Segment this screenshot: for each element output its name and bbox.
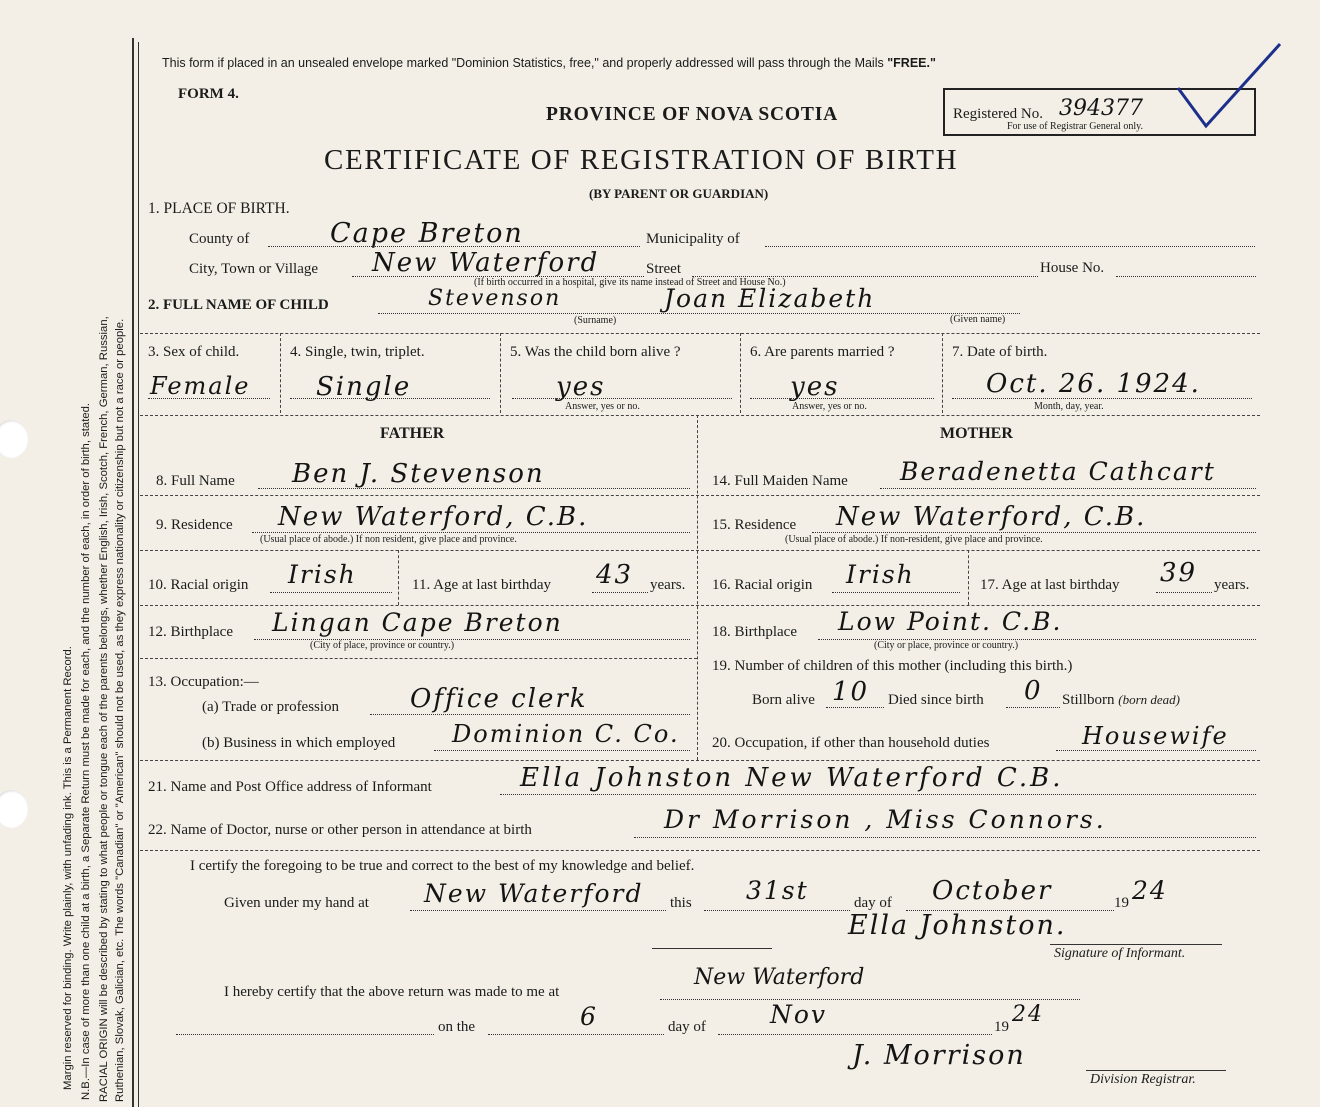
mother-birthplace-label: 18. Birthplace xyxy=(712,624,797,640)
born-alive-line xyxy=(512,398,732,399)
month-value: October xyxy=(932,876,1053,906)
mother-race-value: Irish xyxy=(846,560,915,589)
mother-age-value: 39 xyxy=(1160,558,1198,588)
date-of-birth-line xyxy=(952,398,1252,399)
born-alive-count-label: Born alive xyxy=(752,692,815,708)
sex-value: Female xyxy=(150,372,251,400)
registrar-use-note: For use of Registrar General only. xyxy=(1007,121,1143,132)
died-since-birth-count: 0 xyxy=(1024,676,1043,706)
informant-line xyxy=(500,794,1256,795)
mother-name-value: Beradenetta Cathcart xyxy=(900,457,1216,486)
father-race-label: 10. Racial origin xyxy=(148,577,249,593)
rule-informant-top xyxy=(140,760,1260,761)
margin-note-1: Margin reserved for binding. Write plainly, with unfading ink. This is a Permanent Record. xyxy=(62,646,74,1090)
died-since-birth-label: Died since birth xyxy=(888,692,984,708)
binding-line-2 xyxy=(138,42,139,1107)
certify-statement: I certify the foregoing to be true and correct to the best of my knowledge and belief. xyxy=(190,858,695,874)
divider-5-6 xyxy=(740,333,741,413)
child-name-label: 2. FULL NAME OF CHILD xyxy=(148,297,329,313)
informant-value: Ella Johnston New Waterford C.B. xyxy=(520,763,1064,793)
rule-residence-top xyxy=(140,495,1260,496)
margin-note-2: N.B.—In case of more than one child at a birth, a Separate Return must be made for each, and the number of each, in order of birth, stated. xyxy=(80,402,92,1100)
father-name-label: 8. Full Name xyxy=(156,473,235,489)
day-of-label: day of xyxy=(854,895,892,911)
mother-age-line xyxy=(1156,592,1212,593)
registrar-month-value: Nov xyxy=(770,1000,828,1029)
doctor-value: Dr Morrison , Miss Connors. xyxy=(664,805,1107,834)
surname-caption: (Surname) xyxy=(574,315,617,326)
form-number: FORM 4. xyxy=(178,86,239,102)
registrar-signature: J. Morrison xyxy=(852,1040,1026,1071)
mother-occupation-value: Housewife xyxy=(1082,722,1229,750)
mother-occupation-label: 20. Occupation, if other than household duties xyxy=(712,735,990,751)
registrar-year-value: 24 xyxy=(1012,1002,1044,1027)
child-name-line xyxy=(378,313,1020,314)
father-age-years: years. xyxy=(650,577,686,593)
father-race-line xyxy=(270,592,392,593)
postal-note: This form if placed in an unsealed envelope marked "Dominion Statistics, free," and properly addressed will pass through the Mails "FREE." xyxy=(162,56,936,70)
divider-6-7 xyxy=(942,333,943,413)
married-caption: Answer, yes or no. xyxy=(792,401,867,412)
mother-name-line xyxy=(880,488,1256,489)
sex-line xyxy=(148,398,270,399)
divider-father-mother xyxy=(697,415,698,760)
municipality-label: Municipality of xyxy=(646,231,740,247)
house-number-line xyxy=(1116,276,1256,277)
registrar-place-line xyxy=(660,999,1080,1000)
registrar-year-prefix: 19 xyxy=(994,1019,1009,1035)
city-value: New Waterford xyxy=(372,248,600,278)
trade-value: Office clerk xyxy=(410,684,588,714)
city-label: City, Town or Village xyxy=(189,261,319,277)
given-place-line xyxy=(410,910,666,911)
registrar-day-line xyxy=(488,1034,664,1035)
mother-race-label: 16. Racial origin xyxy=(712,577,813,593)
mother-residence-line xyxy=(812,532,1256,533)
stillborn-label: Stillborn (born dead) xyxy=(1062,692,1181,708)
mother-birthplace-caption: (City or place, province or country.) xyxy=(874,640,1019,651)
born-alive-count: 10 xyxy=(832,677,870,707)
doctor-label: 22. Name of Doctor, nurse or other person in attendance at birth xyxy=(148,822,532,838)
check-mark-icon xyxy=(1176,38,1286,138)
business-value: Dominion C. Co. xyxy=(452,720,680,748)
margin-notes xyxy=(0,0,140,1107)
father-age-label: 11. Age at last birthday xyxy=(412,577,551,593)
rule-birthplace-top xyxy=(140,605,1260,606)
informant-signature: Ella Johnston. xyxy=(848,910,1067,941)
separator-rule xyxy=(652,948,772,949)
registrar-blank-line xyxy=(176,1034,434,1035)
doctor-line xyxy=(634,837,1256,838)
divider-3-4 xyxy=(280,333,281,413)
given-place-value: New Waterford xyxy=(424,879,644,908)
mother-birthplace-value: Low Point. C.B. xyxy=(838,607,1063,636)
registrar-statement: I hereby certify that the above return was made to me at xyxy=(224,984,560,1000)
born-alive-count-line xyxy=(826,707,884,708)
registrar-month-line xyxy=(718,1034,992,1035)
father-residence-label: 9. Residence xyxy=(156,517,233,533)
rule-parents-top xyxy=(140,415,1260,416)
father-age-value: 43 xyxy=(596,560,634,590)
child-given-name: Joan Elizabeth xyxy=(664,284,876,313)
father-residence-value: New Waterford, C.B. xyxy=(278,502,589,532)
married-question: 6. Are parents married ? xyxy=(750,344,895,360)
died-since-birth-line xyxy=(1006,707,1060,708)
page-subtitle: (BY PARENT OR GUARDIAN) xyxy=(589,186,769,201)
divider-4-5 xyxy=(500,333,501,413)
this-label: this xyxy=(670,895,692,911)
day-line xyxy=(704,910,850,911)
margin-note-4: Ruthenian, Slovak, Galician, etc. The words "Canadian" or "American" should not be used, as they express nationality or citizenship but not a race or people. xyxy=(114,318,126,1102)
trade-line xyxy=(370,714,690,715)
mother-residence-caption: (Usual place of abode.) If non-resident, give place and province. xyxy=(785,534,1043,545)
house-number-label: House No. xyxy=(1040,260,1105,276)
born-alive-value: yes xyxy=(556,372,606,402)
father-birthplace-label: 12. Birthplace xyxy=(148,624,233,640)
county-label: County of xyxy=(189,231,250,247)
rule-race-top xyxy=(140,550,1260,551)
divider-father-age xyxy=(398,550,399,605)
province-heading: PROVINCE OF NOVA SCOTIA xyxy=(546,104,838,125)
mother-age-years: years. xyxy=(1214,577,1250,593)
hospital-note: (If birth occurred in a hospital, give its name instead of Street and House No.) xyxy=(474,277,786,288)
mother-race-line xyxy=(832,592,960,593)
date-of-birth-label: 7. Date of birth. xyxy=(952,344,1048,360)
plurality-line xyxy=(290,398,490,399)
father-age-line xyxy=(592,592,648,593)
father-birthplace-value: Lingan Cape Breton xyxy=(272,608,563,637)
year-value: 24 xyxy=(1132,876,1168,905)
plurality-value: Single xyxy=(316,372,412,402)
registrar-day-of-label: day of xyxy=(668,1019,706,1035)
father-birthplace-caption: (City of place, province or country.) xyxy=(310,640,455,651)
informant-label: 21. Name and Post Office address of Informant xyxy=(148,779,432,795)
mother-name-label: 14. Full Maiden Name xyxy=(712,473,848,489)
registrar-day-value: 6 xyxy=(580,1002,598,1031)
father-residence-caption: (Usual place of abode.) If non resident, give place and province. xyxy=(260,534,517,545)
registrar-place-value: New Waterford xyxy=(694,965,865,990)
father-race-value: Irish xyxy=(288,560,357,589)
father-heading: FATHER xyxy=(380,425,445,442)
given-under-hand-label: Given under my hand at xyxy=(224,895,369,911)
municipality-line xyxy=(765,246,1255,247)
registrar-signature-line xyxy=(1086,1070,1226,1071)
given-name-caption: (Given name) xyxy=(950,314,1006,325)
signature-caption: Signature of Informant. xyxy=(1054,946,1186,961)
married-line xyxy=(750,398,934,399)
born-alive-caption: Answer, yes or no. xyxy=(565,401,640,412)
day-value: 31st xyxy=(746,876,809,905)
mother-residence-value: New Waterford, C.B. xyxy=(836,502,1147,532)
father-occupation-label: 13. Occupation:— xyxy=(148,674,259,690)
business-line xyxy=(434,750,690,751)
rule-occupation-top xyxy=(140,658,697,659)
date-of-birth-value: Oct. 26. 1924. xyxy=(986,369,1201,399)
child-surname: Stevenson xyxy=(428,286,562,311)
registered-label: Registered No. xyxy=(953,106,1043,122)
registered-number: 394377 xyxy=(1059,96,1143,121)
on-the-label: on the xyxy=(438,1019,476,1035)
street-label: Street xyxy=(646,261,681,277)
married-value: yes xyxy=(790,372,840,402)
mother-age-label: 17. Age at last birthday xyxy=(980,577,1120,593)
divider-mother-age xyxy=(968,550,969,605)
registrar-caption: Division Registrar. xyxy=(1090,1072,1196,1087)
binding-line-1 xyxy=(132,38,134,1107)
year-prefix: 19 xyxy=(1114,895,1129,911)
father-residence-line xyxy=(252,532,690,533)
mother-residence-label: 15. Residence xyxy=(712,517,797,533)
margin-note-3: RACIAL ORIGIN will be described by stating to what people or tongue each of the parents belongs, whether English, Irish, Scotch, French, German, Russian, xyxy=(98,316,110,1102)
place-of-birth-heading: 1. PLACE OF BIRTH. xyxy=(148,200,290,217)
business-label: (b) Business in which employed xyxy=(202,735,396,751)
plurality-label: 4. Single, twin, triplet. xyxy=(290,344,425,360)
father-name-value: Ben J. Stevenson xyxy=(292,459,545,489)
mother-occupation-line xyxy=(1056,750,1256,751)
signature-line xyxy=(1050,944,1222,945)
children-count-label: 19. Number of children of this mother (including this birth.) xyxy=(712,658,1073,674)
sex-label: 3. Sex of child. xyxy=(148,344,240,360)
page-title: CERTIFICATE OF REGISTRATION OF BIRTH xyxy=(324,144,959,176)
rule-top-row xyxy=(140,333,1260,334)
date-of-birth-caption: Month, day, year. xyxy=(1034,401,1104,412)
mother-heading: MOTHER xyxy=(940,425,1013,442)
rule-certify-top xyxy=(140,850,1260,851)
born-alive-question: 5. Was the child born alive ? xyxy=(510,344,681,360)
trade-label: (a) Trade or profession xyxy=(202,699,340,715)
county-value: Cape Breton xyxy=(330,218,524,249)
